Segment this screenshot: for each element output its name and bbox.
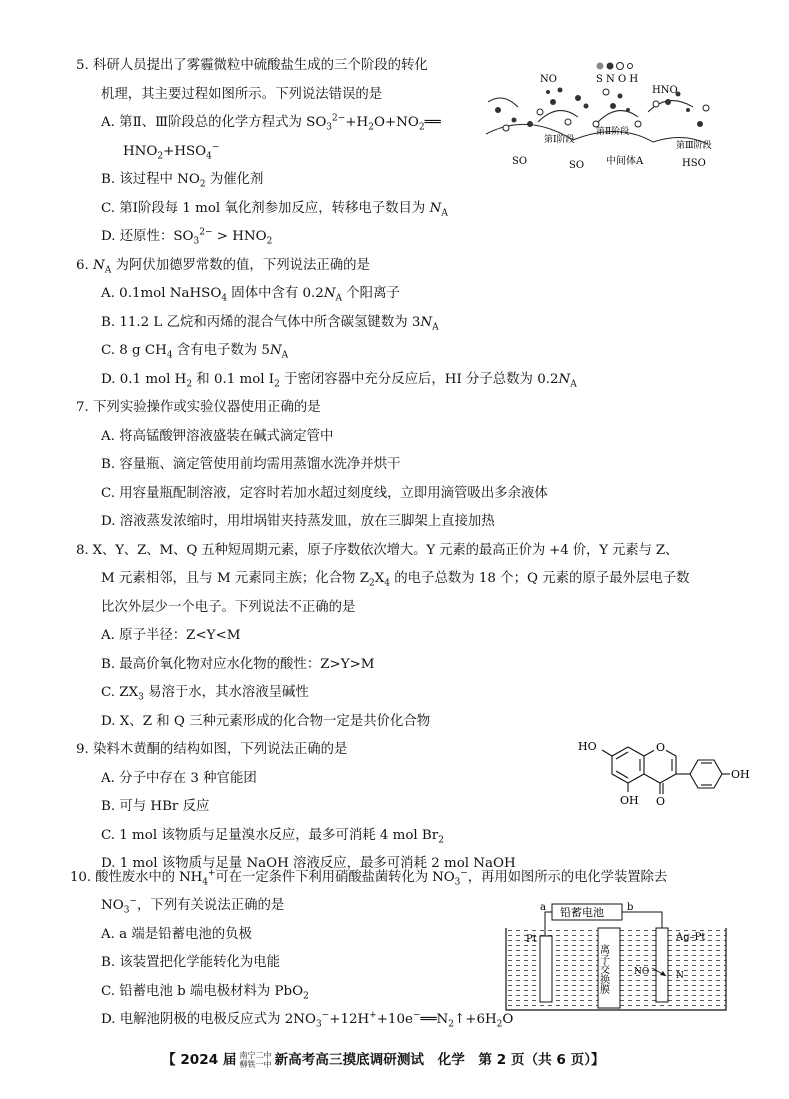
q8-stem-line1: 8. X、Y、Z、M、Q 五种短周期元素，原子序数依次增大。Y 元素的最高正价为 +4 价，Y 元素与 Z、	[76, 543, 679, 558]
q8-option-b: B. 最高价氧化物对应水化物的酸性：Z>Y>M	[101, 657, 375, 672]
q9-carbonyl-oxygen: O	[656, 795, 666, 808]
q10-terminal-a: a	[540, 902, 546, 913]
q6-option-d: D. 0.1 mol $H_2$ 和 0.1 mol $I_2$ 于密闭容器中充分反应后，HI 分子总数为 $0.2N_A$	[101, 372, 577, 390]
q5-option-b: B. 该过程中 $NO_2$ 为催化剂	[101, 172, 264, 190]
q5-mechanism-figure	[478, 62, 718, 174]
q6-option-b: B. 11.2 L 乙烷和丙烯的混合气体中所含碳氢键数为 $3N_A$	[101, 315, 439, 333]
q10-battery-label: 铅蓄电池	[560, 906, 604, 919]
q10-stem-line2: $NO_3^-$，下列有关说法正确的是	[101, 896, 285, 916]
q9-oh-bottom: OH	[620, 794, 639, 807]
q10-option-d: D. 电解池阴极的电极反应式为 $2NO_3^-+12H^++10e^-══N_2↑+6H_2O$	[101, 1010, 514, 1030]
q9-option-a: A. 分子中存在 3 种官能团	[101, 771, 257, 786]
q9-structure-figure	[572, 728, 752, 828]
q7-option-b: B. 容量瓶、滴定管使用前均需用蒸馏水洗净并烘干	[101, 457, 401, 472]
q5-fig-stage3: 第Ⅲ阶段	[676, 141, 712, 151]
q10-agpt-label: Ag–Pt	[676, 932, 706, 943]
q6-option-c: C. 8 g $CH_4$ 含有电子数为 $5N_A$	[101, 343, 289, 361]
q6-stem: 6. $N_A$ 为阿伏加德罗常数的值，下列说法正确的是	[76, 258, 370, 276]
q9-stem: 9. 染料木黄酮的结构如图，下列说法正确的是	[76, 742, 348, 757]
q5-fig-hso4: HSO	[682, 158, 706, 169]
q10-n2-label: N	[676, 971, 684, 981]
q8-stem-line2: M 元素相邻，且与 M 元素同主族；化合物 $Z_2X_4$ 的电子总数为 18 个；Q 元素的原子最外层电子数	[101, 571, 690, 589]
q8-option-c: C. $ZX_3$ 易溶于水，其水溶液呈碱性	[101, 685, 309, 703]
q10-no3-label: NO	[634, 967, 650, 977]
page-footer: 【 2024 届 南宁二中 柳铁一中 新高考高三摸底调研测试 化学 第 2 页（共 6 页）】	[162, 1051, 605, 1069]
q9-ring-oxygen: O	[656, 741, 666, 754]
q5-fig-stage1: 第Ⅰ阶段	[544, 135, 575, 145]
q7-option-d: D. 溶液蒸发浓缩时，用坩埚钳夹持蒸发皿，放在三脚架上直接加热	[101, 514, 495, 529]
q5-option-a: A. 第Ⅱ、Ⅲ阶段总的化学方程式为 $SO_3^{2-}+H_2O+NO_2══$	[101, 113, 441, 133]
q5-fig-so3-left: SO	[512, 156, 528, 167]
q8-option-a: A. 原子半径：Z<Y<M	[101, 628, 241, 643]
q10-electrolysis-figure	[500, 898, 732, 1016]
q5-option-a-line2: $HNO_2+HSO_4^-$	[123, 142, 220, 162]
q7-stem: 7. 下列实验操作或实验仪器使用正确的是	[76, 400, 321, 415]
q10-terminal-b: b	[627, 902, 634, 913]
q9-option-d: D. 1 mol 该物质与足量 NaOH 溶液反应，最多可消耗 2 mol NaOH	[101, 856, 516, 871]
q10-membrane-label: 离子交换膜	[597, 944, 609, 994]
q8-option-d: D. X、Z 和 Q 三种元素形成的化合物一定是共价化合物	[101, 714, 431, 729]
q6-option-a: A. 0.1mol NaHSO$_4$ 固体中含有 $0.2N_A$ 个阳离子	[101, 286, 400, 304]
q8-stem-line3: 比次外层少一个电子。下列说法不正确的是	[101, 600, 356, 615]
q5-option-c: C. 第Ⅰ阶段每 1 mol 氧化剂参加反应，转移电子数目为 $N_A$	[101, 201, 448, 219]
q7-option-a: A. 将高锰酸钾溶液盛装在碱式滴定管中	[101, 429, 334, 444]
q5-fig-hno2: HNO	[652, 85, 678, 96]
q9-option-c: C. 1 mol 该物质与足量溴水反应，最多可消耗 4 mol $Br_2$	[101, 828, 444, 846]
q5-fig-so3-mid: SO	[569, 160, 585, 171]
q10-stem-line1: 10. 酸性废水中的 $NH_4^+$可在一定条件下利用硝酸盐菌转化为 $NO_3^-$，再用如图所示的电化学装置除去	[70, 868, 668, 888]
q7-option-c: C. 用容量瓶配制溶液，定容时若加水超过刻度线，立即用滴管吸出多余液体	[101, 486, 548, 501]
q5-fig-intermediate: 中间体A	[606, 156, 644, 167]
q5-fig-stage2: 第Ⅱ阶段	[596, 127, 630, 137]
q9-option-b: B. 可与 HBr 反应	[101, 799, 210, 814]
q10-option-c: C. 铅蓄电池 b 端电极材料为 PbO$_2$	[101, 984, 309, 1002]
q10-pt-label: Pt	[526, 934, 537, 945]
q5-fig-no2-top: NO	[540, 74, 557, 85]
q9-oh-right: OH	[731, 768, 750, 781]
q5-stem-line2: 机理，其主要过程如图所示。下列说法错误的是	[101, 87, 383, 102]
q9-ho-left: HO	[578, 740, 597, 753]
q10-option-b: B. 该装置把化学能转化为电能	[101, 955, 281, 970]
q5-stem-line1: 5. 科研人员提出了雾霾微粒中硫酸盐生成的三个阶段的转化	[76, 58, 428, 73]
q5-fig-legend: S N O H	[596, 74, 639, 85]
q10-option-a: A. a 端是铅蓄电池的负极	[101, 927, 252, 942]
q5-option-d: D. 还原性：$SO_3^{2-} > HNO_2$	[101, 227, 273, 247]
